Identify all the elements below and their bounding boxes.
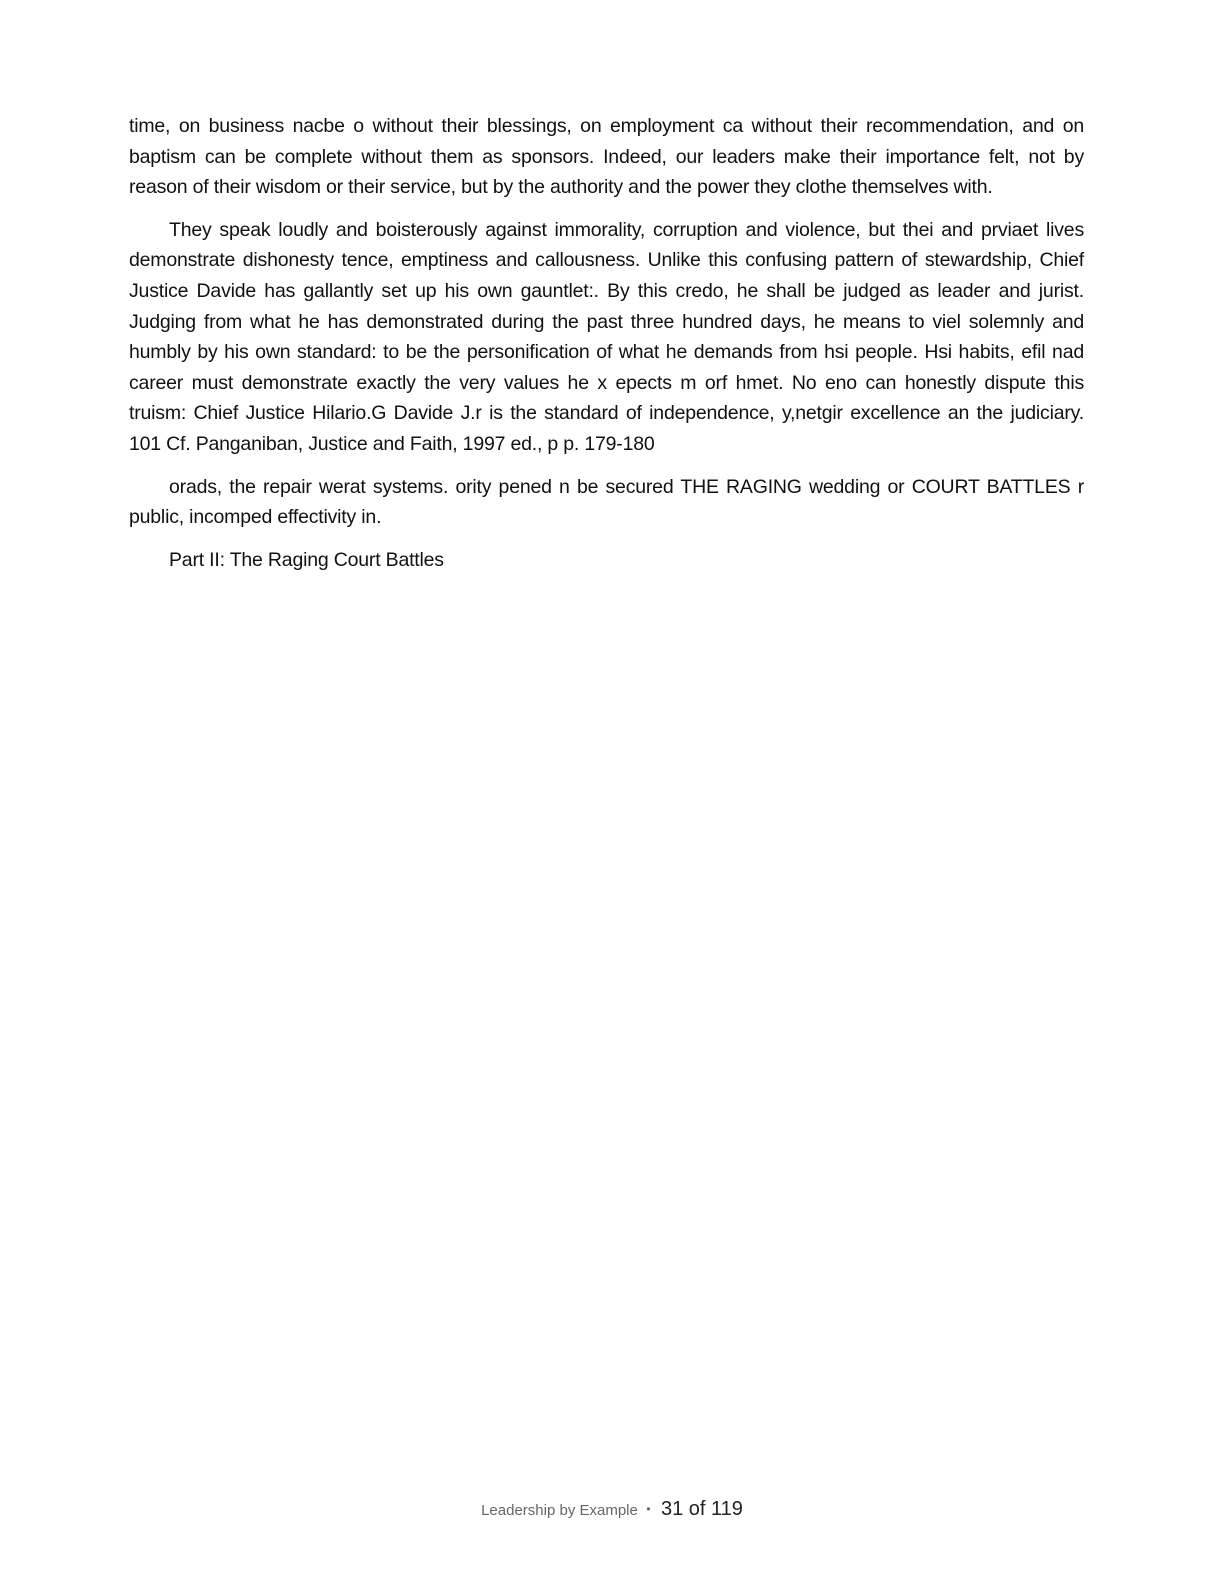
page-number: 31 of 119 (660, 1498, 743, 1520)
paragraph-3: orads, the repair werat systems. ority pened n be secured THE RAGING wedding or COURT BATTLES r public, incomped effectivity in. (129, 475, 1084, 529)
page-footer (0, 1498, 1224, 1521)
footer-title: Leadership by Example (481, 1502, 638, 1519)
paragraph-2: They speak loudly and boisterously against immorality, corruption and violence, but thei and prviaet lives demonstrate dishonesty tence, emptiness and callousness. Unlike this confusing pattern of stewardship, Chief Justice Davide has gallantly set up his own gauntlet:. By this credo, he shall be judged as leader and jurist. Judging from what he has demonstrated during the past three hundred days, he means to viel solemnly and humbly by his own standard: to be the personification of what he demands from hsi people. Hsi habits, efil nad career must demonstrate exactly the very values he x epects m orf hmet. No eno can honestly dispute this truism: Chief Justice Hilario.G Davide J.r is the standard of independence, y,netgir excellence an the judiciary. 101 Cf. Panganiban, Justice and Faith, 1997 ed., p p. 179-180 (129, 218, 1084, 455)
footer-bullet: • (646, 1502, 651, 1516)
section-heading: Part II: The Raging Court Battles (169, 548, 444, 571)
document-body (129, 111, 1084, 575)
paragraph-1: time, on business nacbe o without their blessings, on employment ca without their recommendation, and on baptism can be complete without them as sponsors. Indeed, our leaders make their importance felt, not by reason of their wisdom or their service, but by the authority and the power they clothe themselves with. (129, 115, 1084, 199)
